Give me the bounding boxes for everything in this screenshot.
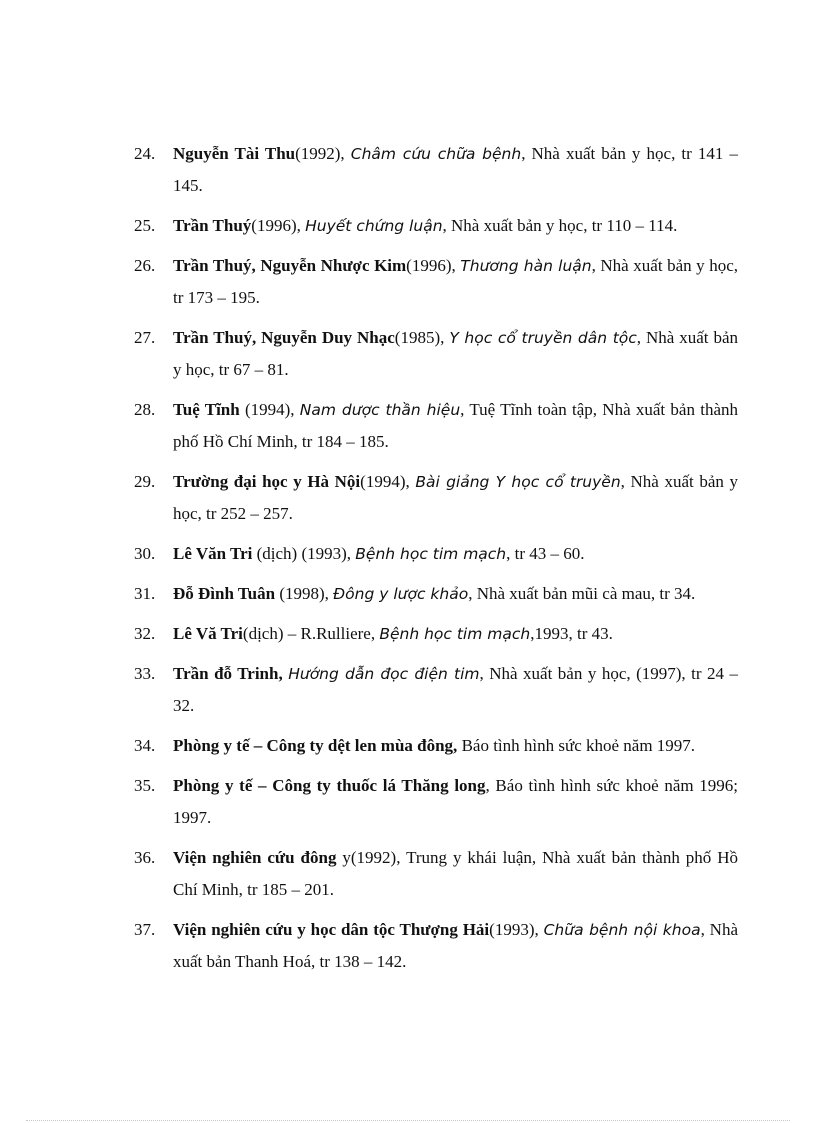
reference-item <box>134 250 738 314</box>
reference-author: Lê Văn Tri <box>173 544 253 563</box>
reference-item <box>134 466 738 530</box>
reference-title: Chữa bệnh nội khoa <box>543 921 701 939</box>
reference-text <box>173 138 738 202</box>
reference-item <box>134 138 738 202</box>
reference-title: Đông y lược khảo <box>333 585 469 603</box>
reference-number: 36. <box>134 848 156 867</box>
reference-text <box>173 538 738 570</box>
reference-number: 34. <box>134 736 156 755</box>
reference-number: 29. <box>134 472 156 491</box>
reference-title: Bệnh học tim mạch <box>379 625 531 643</box>
reference-author: Trần Thuý <box>173 216 252 235</box>
reference-text <box>173 578 738 610</box>
reference-publisher: , Nhà xuất bản Thanh Hoá, tr 138 – 142. <box>173 920 739 971</box>
reference-detail: (1985), <box>394 328 450 347</box>
reference-text <box>173 210 738 242</box>
reference-number: 31. <box>134 584 156 603</box>
reference-author: Tuệ Tĩnh <box>173 400 240 419</box>
reference-publisher: , Nhà xuất bản mũi cà mau, tr 34. <box>468 584 696 603</box>
reference-item <box>134 578 738 610</box>
reference-title: Nam dược thần hiệu <box>299 401 461 419</box>
reference-title: Bài giảng Y học cổ truyền <box>415 473 621 491</box>
reference-detail: (1998), <box>275 584 334 603</box>
reference-author: Phòng y tế – Công ty dệt len mùa đông, <box>173 736 458 755</box>
reference-title: Hướng dẫn đọc điện tim <box>288 665 480 683</box>
reference-text <box>173 770 738 834</box>
reference-publisher: , Nhà xuất bản y học, tr 67 – 81. <box>173 328 739 379</box>
reference-publisher: , Nhà xuất bản y học, tr 141 – 145. <box>173 144 738 195</box>
reference-number: 24. <box>134 144 156 163</box>
reference-title: Huyết chứng luận <box>305 217 443 235</box>
reference-author: Trần đỗ Trinh, <box>173 664 283 683</box>
reference-publisher: , Nhà xuất bản y học, tr 252 – 257. <box>173 472 738 523</box>
reference-number: 32. <box>134 624 156 643</box>
reference-item <box>134 914 738 978</box>
reference-text <box>173 250 738 314</box>
reference-number: 26. <box>134 256 156 275</box>
reference-number: 37. <box>134 920 156 939</box>
reference-item <box>134 538 738 570</box>
reference-publisher: ,1993, tr 43. <box>530 624 613 643</box>
reference-title: Châm cứu chữa bệnh <box>350 145 522 163</box>
reference-author: Trần Thuý, Nguyễn Nhược Kim <box>173 256 407 275</box>
page-bottom-divider <box>26 1120 790 1121</box>
reference-detail: y(1992), Trung y khái luận, Nhà xuất bản thành phố Hồ Chí Minh, tr 185 – 201. <box>173 848 738 899</box>
reference-author: Nguyễn Tài Thu <box>173 144 296 163</box>
reference-publisher: , Nhà xuất bản y học, (1997), tr 24 – 32. <box>173 664 739 715</box>
reference-text <box>173 658 738 722</box>
reference-text <box>173 618 738 650</box>
reference-item <box>134 842 738 906</box>
reference-item <box>134 322 738 386</box>
reference-author: Lê Vă Tri <box>173 624 243 643</box>
reference-item <box>134 658 738 722</box>
reference-detail: (dịch) (1993), <box>252 544 356 563</box>
reference-publisher: , tr 43 – 60. <box>506 544 585 563</box>
reference-detail: (1992), <box>295 144 351 163</box>
reference-text <box>173 322 738 386</box>
reference-number: 33. <box>134 664 156 683</box>
reference-item <box>134 210 738 242</box>
reference-title: Y học cổ truyền dân tộc <box>449 329 637 347</box>
reference-text <box>173 842 738 906</box>
reference-item <box>134 618 738 650</box>
reference-publisher: , Tuệ Tĩnh toàn tập, Nhà xuất bản thành phố Hồ Chí Minh, tr 184 – 185. <box>173 400 738 451</box>
reference-text <box>173 730 738 762</box>
reference-text <box>173 914 738 978</box>
reference-detail: , Báo tình hình sức khoẻ năm 1996; 1997. <box>173 776 738 827</box>
reference-publisher: , Nhà xuất bản y học, tr 173 – 195. <box>173 256 739 307</box>
reference-number: 30. <box>134 544 156 563</box>
reference-detail: (1996), <box>406 256 461 275</box>
reference-title: Bệnh học tim mạch <box>355 545 507 563</box>
reference-author: Trường đại học y Hà Nội <box>173 472 361 491</box>
reference-item <box>134 730 738 762</box>
reference-number: 27. <box>134 328 156 347</box>
reference-author: Trần Thuý, Nguyễn Duy Nhạc <box>173 328 395 347</box>
reference-text <box>173 394 738 458</box>
reference-publisher: , Nhà xuất bản y học, tr 110 – 114. <box>442 216 678 235</box>
reference-author: Phòng y tế – Công ty thuốc lá Thăng long <box>173 776 486 795</box>
reference-number: 35. <box>134 776 156 795</box>
reference-number: 28. <box>134 400 156 419</box>
reference-detail: (1994), <box>360 472 416 491</box>
reference-author: Đỗ Đình Tuân <box>173 584 276 603</box>
reference-item <box>134 770 738 834</box>
reference-detail: (1996), <box>251 216 306 235</box>
reference-detail: (1993), <box>489 920 544 939</box>
reference-author: Viện nghiên cứu y học dân tộc Thượng Hải <box>173 920 490 939</box>
reference-number: 25. <box>134 216 156 235</box>
reference-detail: (1994), <box>239 400 300 419</box>
reference-detail: (dịch) – R.Rulliere, <box>242 624 380 643</box>
reference-list <box>134 138 738 986</box>
reference-detail: Báo tình hình sức khoẻ năm 1997. <box>457 736 696 755</box>
reference-text <box>173 466 738 530</box>
reference-item <box>134 394 738 458</box>
reference-title: Thương hàn luận <box>460 257 592 275</box>
reference-author: Viện nghiên cứu đông <box>173 848 337 867</box>
